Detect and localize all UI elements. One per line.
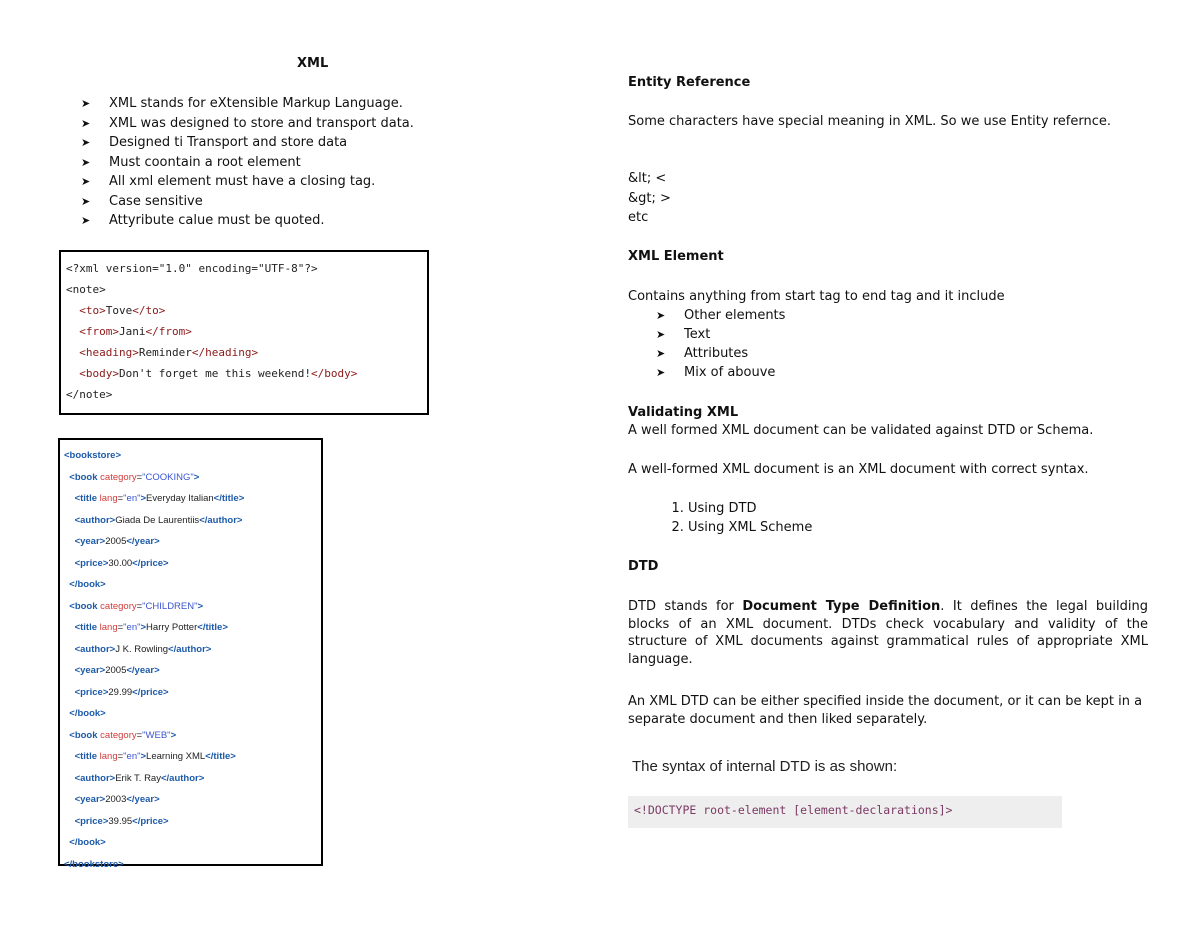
entity-lt-line: &lt; <	[628, 171, 667, 186]
code-line: <year>2005</year>	[74, 536, 160, 547]
code-line: <title lang="en">Harry Potter</title>	[74, 622, 228, 633]
code-line: <price>30.00</price>	[74, 557, 169, 569]
code-line: <book category="WEB">	[69, 729, 177, 741]
validating-xml-heading: Validating XML	[628, 405, 739, 420]
code-line: <author>Erik T. Ray</author>	[74, 772, 205, 784]
code-line: <?xml version="1.0" encoding="UTF-8"?>	[66, 262, 318, 275]
list-item: ➤ XML was designed to store and transport data.	[81, 114, 414, 134]
code-line: <from>Jani</from>	[66, 325, 192, 338]
xml-element-list	[656, 306, 785, 382]
code-line: <year>2005</year>	[74, 665, 160, 676]
code-line: </note>	[66, 388, 113, 401]
code-line: <to>Tove</to>	[66, 304, 166, 317]
xml-element-text: Contains anything from start tag to end tag and it include	[628, 289, 1005, 304]
code-line: <title lang="en">Everyday Italian</title>	[74, 493, 245, 504]
bookstore-xml-code-block	[58, 438, 323, 870]
list-item: ➤ Designed ti Transport and store data	[81, 133, 414, 153]
entity-gt-line: &gt; >	[628, 191, 671, 206]
entity-reference-text: Some characters have special meaning in XML. So we use Entity refernce.	[628, 114, 1111, 129]
code-line: <year>2003</year>	[74, 794, 160, 805]
validating-method-list	[628, 499, 1088, 537]
list-item: ➤ Other elements	[656, 306, 785, 325]
list-item: ➤ All xml element must have a closing tag.	[81, 172, 414, 192]
syntax-code-box: <!DOCTYPE root-element [element-declarations]>	[628, 796, 1062, 828]
list-item: ➤ XML stands for eXtensible Markup Language.	[81, 94, 414, 114]
code-line: <book category="CHILDREN">	[69, 600, 204, 612]
list-item: 2. Using XML Scheme	[688, 518, 1088, 537]
dtd-heading: DTD	[628, 559, 659, 574]
validating-xml-text-1: A well formed XML document can be validated against DTD or Schema.	[628, 423, 1094, 438]
xml-bullet-list	[81, 94, 414, 231]
page-title: XML	[297, 56, 329, 71]
code-line: </book>	[69, 579, 106, 590]
entity-reference-heading: Entity Reference	[628, 75, 751, 90]
code-line: <bookstore>	[64, 450, 122, 461]
code-line: <author>Giada De Laurentiis</author>	[74, 514, 243, 526]
code-line: <price>29.99</price>	[74, 686, 169, 698]
list-item: ➤ Attributes	[656, 344, 785, 363]
list-item: ➤ Must coontain a root element	[81, 153, 414, 173]
code-line: </book>	[69, 837, 106, 848]
code-line: <book category="COOKING">	[69, 471, 200, 483]
dtd-paragraph-1: DTD stands for Document Type Definition. It defines the legal building blocks of an XML document. DTDs check vocabulary and validity of the structure of XML documents against grammatical rules of appropriate XML language.	[628, 599, 1148, 667]
code-line: </bookstore>	[64, 858, 124, 870]
xml-element-heading: XML Element	[628, 249, 724, 264]
note-xml-code-block	[59, 250, 429, 415]
list-item: ➤ Attyribute calue must be quoted.	[81, 211, 414, 231]
code-line: <price>39.95</price>	[74, 815, 169, 827]
code-line: </book>	[69, 708, 106, 719]
list-item: ➤ Mix of abouve	[656, 363, 785, 382]
syntax-title: The syntax of internal DTD is as shown:	[632, 758, 898, 775]
list-item: 1. Using DTD	[688, 499, 1088, 518]
code-line: <title lang="en">Learning XML</title>	[74, 751, 236, 762]
validating-xml-text-2: A well-formed XML document is an XML document with correct syntax.	[628, 462, 1089, 477]
code-line: <heading>Reminder</heading>	[66, 346, 259, 359]
list-item: ➤ Text	[656, 325, 785, 344]
code-line: <author>J K. Rowling</author>	[74, 643, 212, 655]
entity-etc-line: etc	[628, 210, 649, 225]
code-line: <note>	[66, 283, 106, 296]
code-line: <body>Don't forget me this weekend!</body>	[66, 367, 358, 380]
dtd-paragraph-2: An XML DTD can be either specified inside the document, or it can be kept in a separate document and then liked separately.	[628, 694, 1143, 727]
list-item: ➤ Case sensitive	[81, 192, 414, 212]
